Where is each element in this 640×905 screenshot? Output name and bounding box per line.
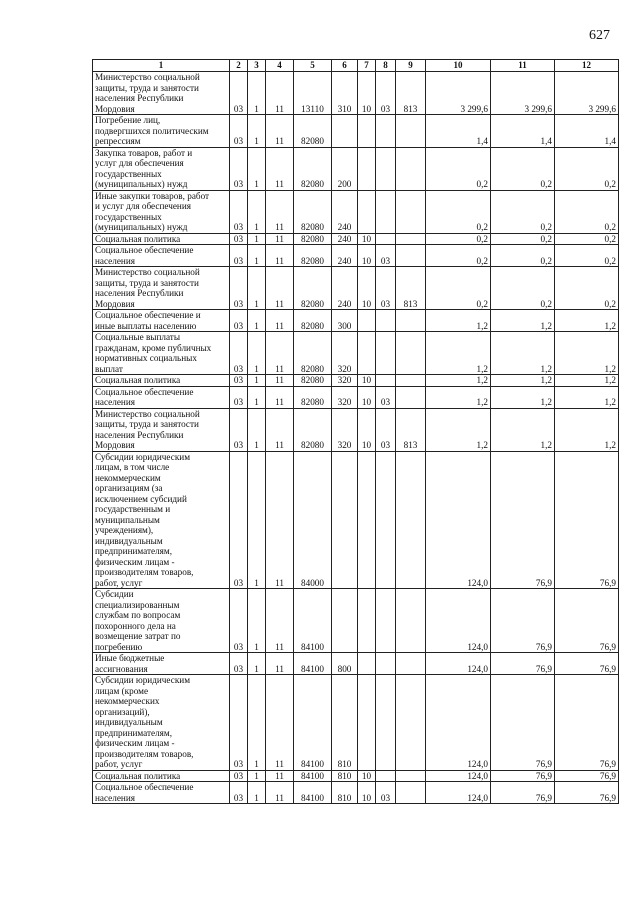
row-name-cell: Министерство социальной защиты, труда и занятости населения Республики Мордовия	[93, 72, 230, 115]
code-5-cell: 84100	[294, 770, 332, 782]
code-4-cell: 11	[266, 589, 294, 653]
code-5-cell: 82080	[294, 245, 332, 267]
code-4-cell: 11	[266, 375, 294, 387]
code-4-cell: 11	[266, 386, 294, 408]
amount-10-cell: 124,0	[426, 589, 491, 653]
code-4-cell: 11	[266, 653, 294, 675]
table-body	[93, 72, 619, 804]
code-7-cell	[358, 332, 376, 375]
table-row	[93, 233, 619, 245]
code-8-cell	[376, 332, 396, 375]
table-row	[93, 267, 619, 310]
amount-10-cell: 124,0	[426, 770, 491, 782]
amount-11-cell: 76,9	[491, 782, 555, 804]
code-4-cell: 11	[266, 451, 294, 589]
row-name-cell: Социальное обеспечение населения	[93, 386, 230, 408]
table-row	[93, 386, 619, 408]
code-7-cell: 10	[358, 233, 376, 245]
amount-11-cell: 1,2	[491, 386, 555, 408]
code-4-cell: 11	[266, 675, 294, 771]
code-8-cell: 03	[376, 267, 396, 310]
row-name-cell: Социальная политика	[93, 233, 230, 245]
code-3-cell: 1	[248, 233, 266, 245]
table-row	[93, 675, 619, 771]
code-6-cell: 320	[332, 408, 358, 451]
code-6-cell: 320	[332, 332, 358, 375]
amount-12-cell: 0,2	[555, 147, 619, 190]
code-4-cell: 11	[266, 190, 294, 233]
code-3-cell: 1	[248, 375, 266, 387]
code-7-cell	[358, 147, 376, 190]
code-6-cell: 810	[332, 770, 358, 782]
code-6-cell: 800	[332, 653, 358, 675]
table-row	[93, 770, 619, 782]
code-9-cell	[396, 589, 426, 653]
amount-10-cell: 0,2	[426, 147, 491, 190]
amount-12-cell: 1,2	[555, 332, 619, 375]
page-number: 627	[589, 28, 610, 43]
amount-11-cell: 76,9	[491, 451, 555, 589]
code-4-cell: 11	[266, 115, 294, 148]
amount-10-cell: 0,2	[426, 190, 491, 233]
code-9-cell	[396, 675, 426, 771]
code-5-cell: 82080	[294, 375, 332, 387]
column-header: 11	[491, 60, 555, 72]
code-9-cell	[396, 332, 426, 375]
column-header: 7	[358, 60, 376, 72]
code-2-cell: 03	[230, 310, 248, 332]
row-name-cell: Министерство социальной защиты, труда и занятости населения Республики Мордовия	[93, 408, 230, 451]
code-5-cell: 82080	[294, 147, 332, 190]
code-6-cell	[332, 451, 358, 589]
amount-11-cell: 0,2	[491, 147, 555, 190]
code-6-cell: 320	[332, 375, 358, 387]
code-6-cell	[332, 115, 358, 148]
code-2-cell: 03	[230, 770, 248, 782]
code-5-cell: 84100	[294, 675, 332, 771]
code-9-cell	[396, 653, 426, 675]
code-2-cell: 03	[230, 451, 248, 589]
amount-12-cell: 3 299,6	[555, 72, 619, 115]
code-8-cell	[376, 675, 396, 771]
amount-11-cell: 1,2	[491, 310, 555, 332]
code-6-cell: 810	[332, 675, 358, 771]
amount-10-cell: 124,0	[426, 675, 491, 771]
code-5-cell: 82080	[294, 386, 332, 408]
table-row	[93, 115, 619, 148]
code-8-cell: 03	[376, 782, 396, 804]
code-2-cell: 03	[230, 782, 248, 804]
amount-12-cell: 0,2	[555, 267, 619, 310]
amount-10-cell: 1,2	[426, 408, 491, 451]
code-5-cell: 13110	[294, 72, 332, 115]
amount-10-cell: 0,2	[426, 245, 491, 267]
code-5-cell: 82080	[294, 115, 332, 148]
amount-12-cell: 76,9	[555, 451, 619, 589]
code-8-cell	[376, 310, 396, 332]
row-name-cell: Социальное обеспечение и иные выплаты населению	[93, 310, 230, 332]
code-4-cell: 11	[266, 408, 294, 451]
amount-11-cell: 0,2	[491, 245, 555, 267]
code-3-cell: 1	[248, 386, 266, 408]
amount-11-cell: 76,9	[491, 675, 555, 771]
column-header: 8	[376, 60, 396, 72]
code-5-cell: 82080	[294, 310, 332, 332]
column-header: 12	[555, 60, 619, 72]
code-2-cell: 03	[230, 190, 248, 233]
code-3-cell: 1	[248, 267, 266, 310]
amount-10-cell: 3 299,6	[426, 72, 491, 115]
table-row	[93, 451, 619, 589]
code-2-cell: 03	[230, 675, 248, 771]
code-6-cell: 240	[332, 245, 358, 267]
amount-12-cell: 1,2	[555, 375, 619, 387]
amount-12-cell: 1,4	[555, 115, 619, 148]
code-7-cell	[358, 451, 376, 589]
column-header: 10	[426, 60, 491, 72]
code-7-cell	[358, 653, 376, 675]
code-3-cell: 1	[248, 589, 266, 653]
table-row	[93, 332, 619, 375]
code-7-cell: 10	[358, 770, 376, 782]
table-row	[93, 190, 619, 233]
table-row	[93, 589, 619, 653]
table-row	[93, 375, 619, 387]
code-3-cell: 1	[248, 408, 266, 451]
code-2-cell: 03	[230, 408, 248, 451]
code-7-cell	[358, 115, 376, 148]
column-header: 6	[332, 60, 358, 72]
code-9-cell: 813	[396, 267, 426, 310]
code-8-cell	[376, 589, 396, 653]
row-name-cell: Субсидии специализированным службам по вопросам похоронного дела на возмещение затрат по погребению	[93, 589, 230, 653]
code-9-cell	[396, 233, 426, 245]
amount-12-cell: 0,2	[555, 233, 619, 245]
code-2-cell: 03	[230, 72, 248, 115]
column-header: 9	[396, 60, 426, 72]
code-3-cell: 1	[248, 115, 266, 148]
code-5-cell: 84100	[294, 653, 332, 675]
column-header: 2	[230, 60, 248, 72]
amount-11-cell: 3 299,6	[491, 72, 555, 115]
table-row	[93, 147, 619, 190]
code-4-cell: 11	[266, 770, 294, 782]
amount-12-cell: 1,2	[555, 310, 619, 332]
row-name-cell: Министерство социальной защиты, труда и занятости населения Республики Мордовия	[93, 267, 230, 310]
code-3-cell: 1	[248, 451, 266, 589]
amount-11-cell: 1,2	[491, 408, 555, 451]
amount-12-cell: 76,9	[555, 589, 619, 653]
table-row	[93, 72, 619, 115]
code-9-cell	[396, 190, 426, 233]
amount-11-cell: 76,9	[491, 589, 555, 653]
code-9-cell	[396, 375, 426, 387]
code-2-cell: 03	[230, 332, 248, 375]
code-7-cell	[358, 675, 376, 771]
code-7-cell: 10	[358, 375, 376, 387]
code-4-cell: 11	[266, 245, 294, 267]
code-3-cell: 1	[248, 310, 266, 332]
code-6-cell	[332, 589, 358, 653]
code-4-cell: 11	[266, 267, 294, 310]
row-name-cell: Закупка товаров, работ и услуг для обеспечения государственных (муниципальных) нужд	[93, 147, 230, 190]
code-6-cell: 810	[332, 782, 358, 804]
code-4-cell: 11	[266, 147, 294, 190]
code-4-cell: 11	[266, 310, 294, 332]
amount-11-cell: 76,9	[491, 653, 555, 675]
amount-10-cell: 1,2	[426, 386, 491, 408]
row-name-cell: Иные бюджетные ассигнования	[93, 653, 230, 675]
code-8-cell	[376, 451, 396, 589]
row-name-cell: Социальная политика	[93, 375, 230, 387]
code-2-cell: 03	[230, 233, 248, 245]
amount-10-cell: 124,0	[426, 782, 491, 804]
column-header: 4	[266, 60, 294, 72]
code-4-cell: 11	[266, 332, 294, 375]
code-6-cell: 200	[332, 147, 358, 190]
row-name-cell: Иные закупки товаров, работ и услуг для обеспечения государственных (муниципальных) нужд	[93, 190, 230, 233]
amount-11-cell: 1,2	[491, 332, 555, 375]
amount-10-cell: 0,2	[426, 233, 491, 245]
row-name-cell: Социальное обеспечение населения	[93, 245, 230, 267]
code-9-cell	[396, 245, 426, 267]
amount-10-cell: 0,2	[426, 267, 491, 310]
amount-11-cell: 0,2	[491, 190, 555, 233]
code-3-cell: 1	[248, 653, 266, 675]
row-name-cell: Социальное обеспечение населения	[93, 782, 230, 804]
code-9-cell	[396, 310, 426, 332]
code-7-cell	[358, 190, 376, 233]
code-7-cell: 10	[358, 408, 376, 451]
code-8-cell	[376, 190, 396, 233]
code-7-cell: 10	[358, 267, 376, 310]
code-8-cell: 03	[376, 72, 396, 115]
code-2-cell: 03	[230, 375, 248, 387]
code-8-cell	[376, 653, 396, 675]
code-6-cell: 240	[332, 190, 358, 233]
code-8-cell: 03	[376, 386, 396, 408]
amount-11-cell: 1,4	[491, 115, 555, 148]
column-header: 3	[248, 60, 266, 72]
budget-table	[92, 59, 619, 804]
column-header: 1	[93, 60, 230, 72]
code-9-cell	[396, 147, 426, 190]
code-3-cell: 1	[248, 782, 266, 804]
row-name-cell: Социальные выплаты гражданам, кроме публичных нормативных социальных выплат	[93, 332, 230, 375]
amount-12-cell: 0,2	[555, 190, 619, 233]
code-9-cell	[396, 386, 426, 408]
code-8-cell: 03	[376, 408, 396, 451]
code-9-cell: 813	[396, 408, 426, 451]
amount-11-cell: 0,2	[491, 267, 555, 310]
amount-11-cell: 0,2	[491, 233, 555, 245]
code-6-cell: 300	[332, 310, 358, 332]
amount-12-cell: 1,2	[555, 408, 619, 451]
amount-12-cell: 76,9	[555, 770, 619, 782]
code-7-cell: 10	[358, 72, 376, 115]
amount-12-cell: 76,9	[555, 782, 619, 804]
code-3-cell: 1	[248, 245, 266, 267]
code-2-cell: 03	[230, 653, 248, 675]
amount-10-cell: 124,0	[426, 653, 491, 675]
code-3-cell: 1	[248, 190, 266, 233]
amount-10-cell: 1,2	[426, 375, 491, 387]
code-3-cell: 1	[248, 675, 266, 771]
code-2-cell: 03	[230, 115, 248, 148]
table-row	[93, 310, 619, 332]
table-row	[93, 408, 619, 451]
code-8-cell	[376, 233, 396, 245]
amount-10-cell: 1,2	[426, 310, 491, 332]
amount-11-cell: 1,2	[491, 375, 555, 387]
amount-11-cell: 76,9	[491, 770, 555, 782]
code-9-cell	[396, 451, 426, 589]
amount-10-cell: 1,2	[426, 332, 491, 375]
code-3-cell: 1	[248, 147, 266, 190]
code-6-cell: 240	[332, 267, 358, 310]
code-9-cell	[396, 115, 426, 148]
code-2-cell: 03	[230, 267, 248, 310]
code-8-cell	[376, 375, 396, 387]
row-name-cell: Субсидии юридическим лицам (кроме некоммерческих организаций), индивидуальным предпринимателям, физическим лицам - производителям товаров, работ, услуг	[93, 675, 230, 771]
row-name-cell: Субсидии юридическим лицам, в том числе некоммерческим организациям (за исключением субсидий государственным и муниципальным учреждениям), индивидуальным предпринимателям, физическим лицам - производителям товаров, работ, услуг	[93, 451, 230, 589]
code-4-cell: 11	[266, 233, 294, 245]
amount-12-cell: 76,9	[555, 653, 619, 675]
amount-12-cell: 0,2	[555, 245, 619, 267]
code-3-cell: 1	[248, 72, 266, 115]
code-5-cell: 82080	[294, 267, 332, 310]
code-5-cell: 82080	[294, 332, 332, 375]
code-5-cell: 82080	[294, 190, 332, 233]
code-9-cell	[396, 770, 426, 782]
code-5-cell: 84100	[294, 782, 332, 804]
table-row	[93, 653, 619, 675]
table-row	[93, 782, 619, 804]
code-2-cell: 03	[230, 386, 248, 408]
code-6-cell: 310	[332, 72, 358, 115]
code-9-cell: 813	[396, 72, 426, 115]
code-7-cell: 10	[358, 245, 376, 267]
code-7-cell	[358, 310, 376, 332]
code-8-cell	[376, 147, 396, 190]
row-name-cell: Социальная политика	[93, 770, 230, 782]
amount-12-cell: 76,9	[555, 675, 619, 771]
code-7-cell: 10	[358, 386, 376, 408]
code-7-cell	[358, 589, 376, 653]
code-5-cell: 84100	[294, 589, 332, 653]
code-3-cell: 1	[248, 332, 266, 375]
code-8-cell: 03	[376, 245, 396, 267]
code-6-cell: 320	[332, 386, 358, 408]
code-4-cell: 11	[266, 782, 294, 804]
code-6-cell: 240	[332, 233, 358, 245]
code-2-cell: 03	[230, 147, 248, 190]
code-5-cell: 84000	[294, 451, 332, 589]
code-3-cell: 1	[248, 770, 266, 782]
amount-10-cell: 1,4	[426, 115, 491, 148]
amount-12-cell: 1,2	[555, 386, 619, 408]
code-2-cell: 03	[230, 589, 248, 653]
table-row	[93, 245, 619, 267]
code-2-cell: 03	[230, 245, 248, 267]
code-5-cell: 82080	[294, 408, 332, 451]
amount-10-cell: 124,0	[426, 451, 491, 589]
code-9-cell	[396, 782, 426, 804]
column-header: 5	[294, 60, 332, 72]
row-name-cell: Погребение лиц, подвергшихся политическим репрессиям	[93, 115, 230, 148]
code-5-cell: 82080	[294, 233, 332, 245]
header-row	[93, 60, 619, 72]
code-7-cell: 10	[358, 782, 376, 804]
code-8-cell	[376, 770, 396, 782]
code-8-cell	[376, 115, 396, 148]
code-4-cell: 11	[266, 72, 294, 115]
